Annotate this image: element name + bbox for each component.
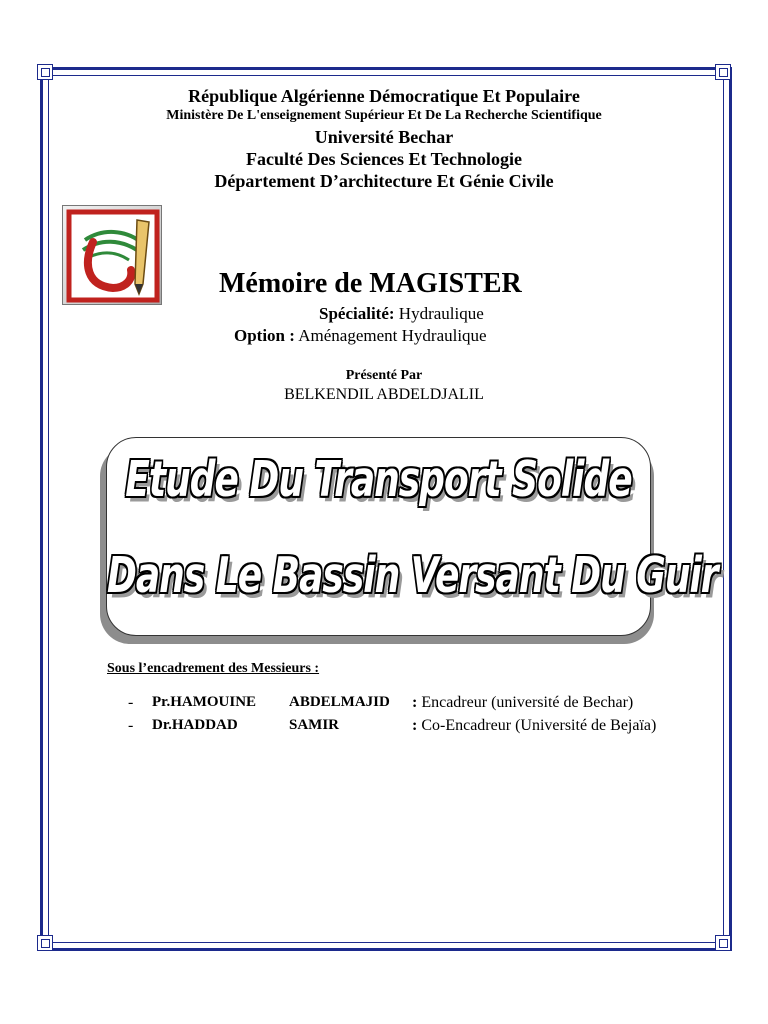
thesis-type: Mémoire de MAGISTER <box>219 268 522 299</box>
list-bullet: - <box>128 717 134 734</box>
specialty-value: Hydraulique <box>398 304 484 323</box>
corner-ornament-icon <box>37 935 53 951</box>
republic-heading: République Algérienne Démocratique Et Populaire <box>188 86 580 106</box>
role-text: Co-Encadreur (Université de Bejaïa) <box>421 717 657 734</box>
list-bullet: - <box>128 694 134 711</box>
supervisor-title-name: Dr.HADDAD <box>152 717 238 733</box>
author-name: BELKENDIL ABDELDJALIL <box>284 386 484 403</box>
corner-ornament-icon <box>715 64 731 80</box>
university-heading: Université Bechar <box>314 127 454 147</box>
option-label: Option : <box>234 326 295 345</box>
supervisor-title-name: Pr.HAMOUINE <box>152 694 257 710</box>
supervisor-role <box>412 694 633 712</box>
role-text: Encadreur (université de Bechar) <box>421 694 634 711</box>
option-line <box>234 326 487 346</box>
thesis-title-line-2: Dans Le Bassin Versant Du Guir <box>107 548 718 605</box>
supervisor-first-name: ABDELMAJID <box>289 694 390 710</box>
presented-by-label: Présenté Par <box>345 368 423 383</box>
corner-ornament-icon <box>37 64 53 80</box>
specialty-line <box>319 304 484 324</box>
supervisor-role <box>412 717 656 735</box>
corner-ornament-icon <box>715 935 731 951</box>
supervision-heading: Sous l’encadrement des Messieurs : <box>107 661 320 676</box>
option-value: Aménagement Hydraulique <box>298 326 487 345</box>
specialty-label: Spécialité: <box>319 304 395 323</box>
university-logo-pen-icon <box>62 205 162 305</box>
department-heading: Département D’architecture Et Génie Civile <box>214 171 554 191</box>
role-separator: : <box>412 694 418 711</box>
faculty-heading: Faculté Des Sciences Et Technologie <box>246 149 522 169</box>
thesis-title-box <box>106 437 718 636</box>
supervisor-first-name: SAMIR <box>289 717 340 733</box>
role-separator: : <box>412 717 418 734</box>
thesis-title-line-1: Etude Du Transport Solide <box>125 452 632 509</box>
ministry-heading: Ministère De L'enseignement Supérieur Et De La Recherche Scientifique <box>166 108 602 123</box>
